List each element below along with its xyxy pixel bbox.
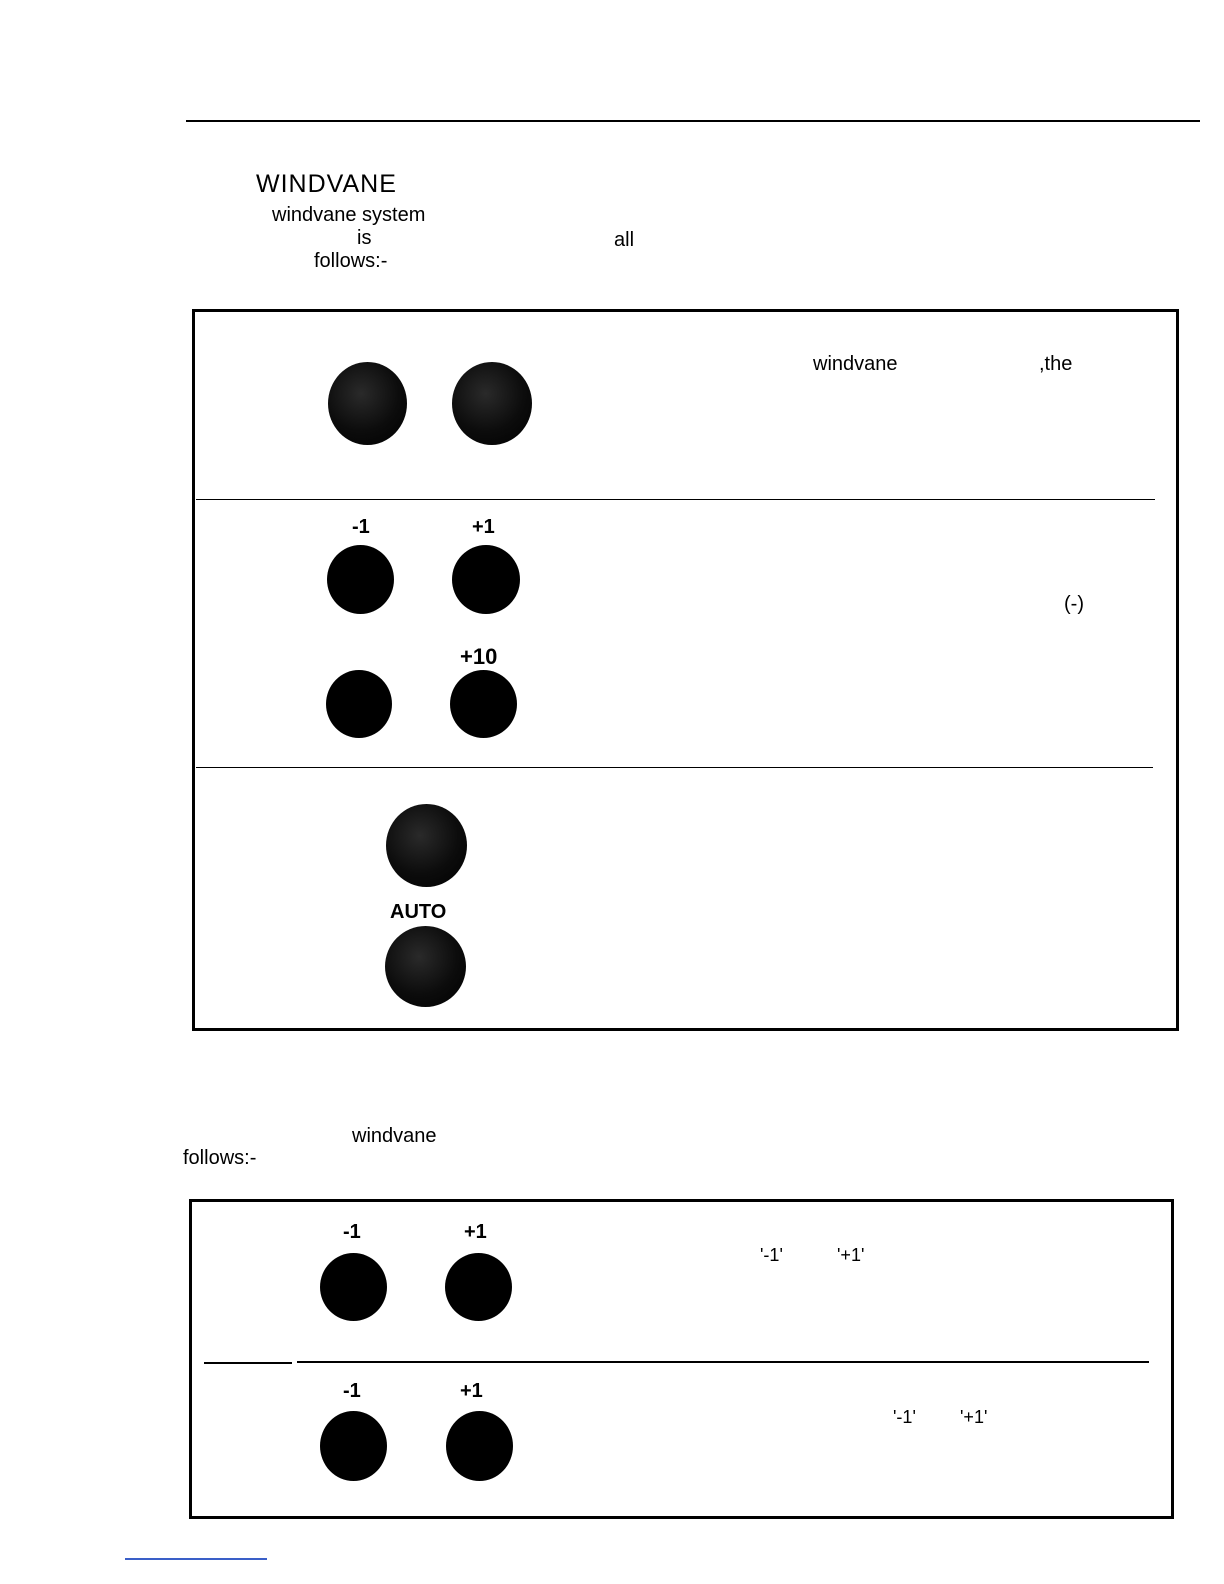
second-intro-windvane: windvane	[352, 1125, 437, 1147]
t2-row2-label-plus-1: +1	[460, 1380, 483, 1402]
intro-text-line1: windvane system	[272, 204, 426, 226]
t2-row2-quote-plus-1: '+1'	[960, 1407, 988, 1427]
second-intro-follows: follows:-	[183, 1147, 257, 1169]
table2-divider	[297, 1361, 1149, 1363]
label-minus-1: -1	[352, 516, 370, 538]
t2-row1-label-minus-1: -1	[343, 1221, 361, 1243]
intro-text-is: is	[357, 227, 372, 249]
t2-row1-plus-1-button-icon[interactable]	[445, 1253, 512, 1321]
label-auto: AUTO	[390, 901, 447, 923]
intro-text-follows: follows:-	[314, 250, 388, 272]
header-rule	[186, 120, 1200, 122]
table1-divider-2	[196, 767, 1153, 768]
button-right-icon[interactable]	[452, 362, 532, 445]
t2-row1-label-plus-1: +1	[464, 1221, 487, 1243]
auto-button-icon[interactable]	[385, 926, 466, 1007]
t2-row2-minus-1-button-icon[interactable]	[320, 1411, 387, 1481]
t2-row1-minus-1-button-icon[interactable]	[320, 1253, 387, 1321]
row2-text-minus-sign: (-)	[1064, 593, 1084, 615]
standby-button-icon[interactable]	[386, 804, 467, 887]
t2-row2-quote-minus-1: '-1'	[893, 1407, 916, 1427]
minus-10-button-icon[interactable]	[326, 670, 392, 738]
table2-divider-left	[204, 1362, 292, 1364]
t2-row2-label-minus-1: -1	[343, 1380, 361, 1402]
plus-10-button-icon[interactable]	[450, 670, 517, 738]
section-title: WINDVANE	[256, 170, 397, 198]
plus-1-button-icon[interactable]	[452, 545, 520, 614]
label-plus-10: +10	[460, 644, 498, 669]
row1-text-windvane: windvane	[813, 353, 898, 375]
intro-text-all: all	[614, 229, 635, 251]
label-plus-1: +1	[472, 516, 495, 538]
t2-row2-plus-1-button-icon[interactable]	[446, 1411, 513, 1481]
button-left-icon[interactable]	[328, 362, 407, 445]
minus-1-button-icon[interactable]	[327, 545, 394, 614]
t2-row1-quote-plus-1: '+1'	[837, 1245, 865, 1265]
footer-link-rule	[125, 1558, 267, 1560]
t2-row1-quote-minus-1: '-1'	[760, 1245, 783, 1265]
row1-text-the: ,the	[1039, 353, 1073, 375]
table1-divider-1	[196, 499, 1155, 500]
